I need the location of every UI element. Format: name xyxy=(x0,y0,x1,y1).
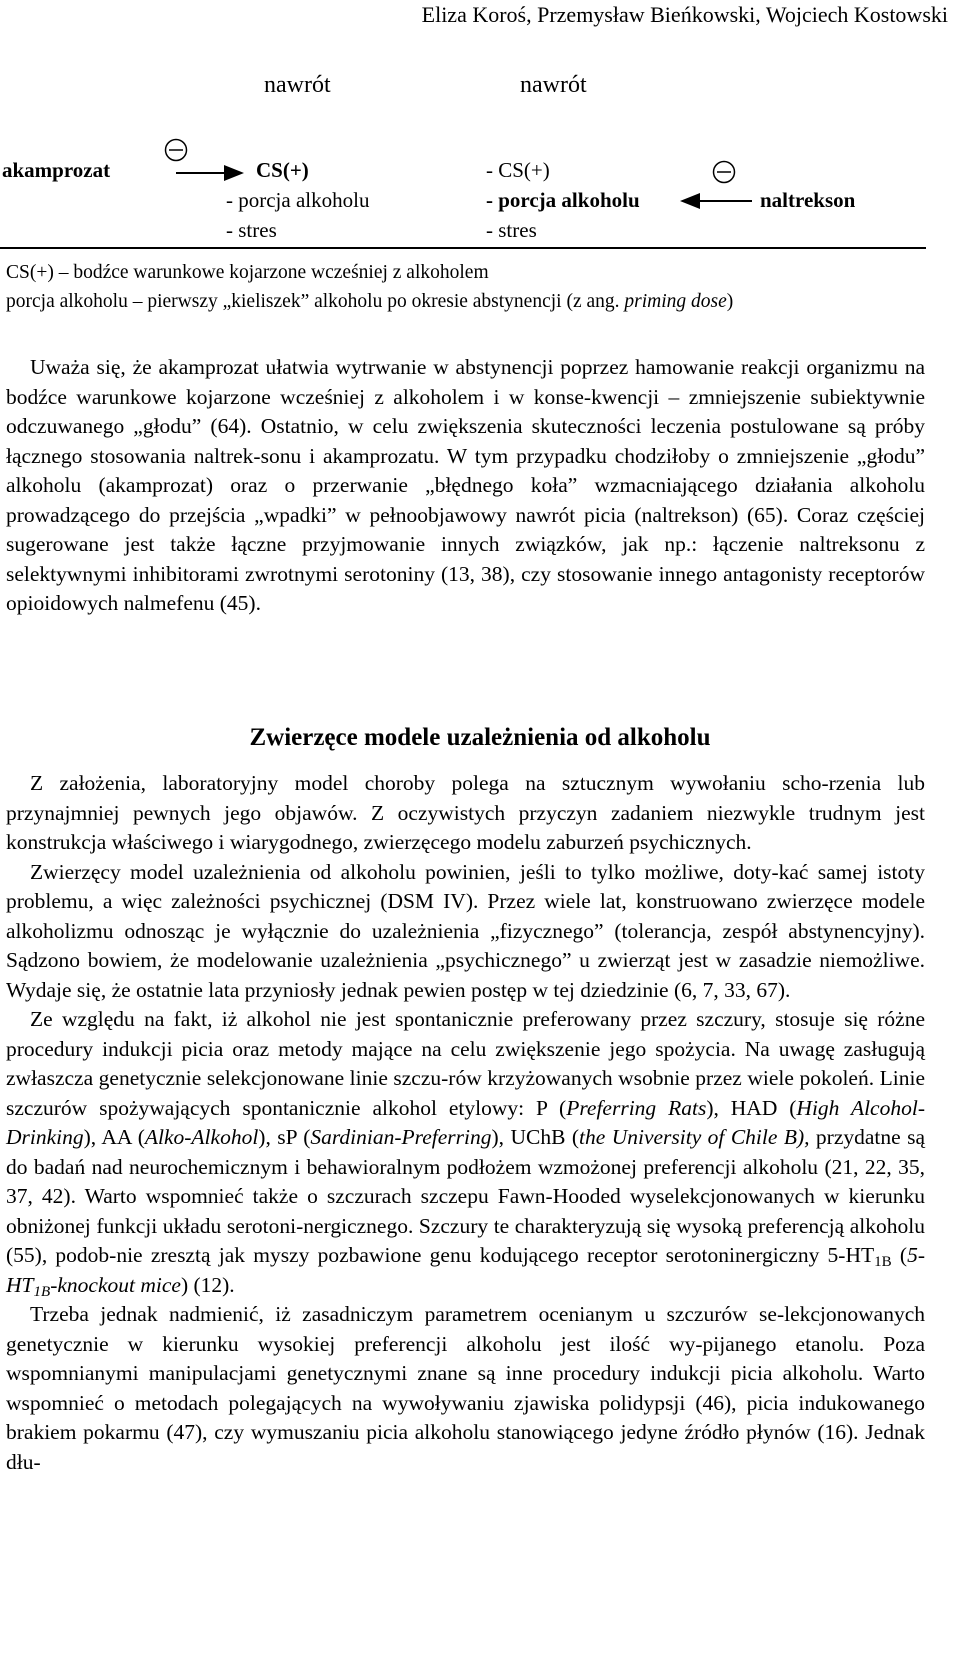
nawrot-left-label: nawrót xyxy=(264,72,331,98)
diagram-divider xyxy=(0,247,926,249)
legend-line-2: porcja alkoholu – pierwszy „kieliszek” alkoholu po okresie abstynencji (z ang. priming dose) xyxy=(6,291,734,312)
arrow-left-icon xyxy=(680,192,752,210)
right-col-item-0: - CS(+) xyxy=(486,158,550,182)
running-header-authors: Eliza Koroś, Przemysław Bieńkowski, Wojciech Kostowski xyxy=(421,2,948,27)
drug-naltrekson: naltrekson xyxy=(760,188,856,212)
drug-akamprozat: akamprozat xyxy=(2,158,111,182)
right-col-item-1: - porcja alkoholu xyxy=(486,188,640,212)
inhibition-icon-left xyxy=(164,138,188,162)
body-paragraph-2: Z założenia, laboratoryjny model choroby polega na sztucznym wywołaniu scho-rzenia lub przynajmniej pewnych jego objawów. Z oczywistych przyczyn zadaniem niezwykle trudnym jest konstrukcja właściwego i wiarygodnego, zwierzęcego modelu zaburzeń psychicznych. xyxy=(6,771,925,854)
left-col-item-0: CS(+) xyxy=(256,158,309,182)
body-section xyxy=(6,769,925,1477)
body-paragraph-1: Uważa się, że akamprozat ułatwia wytrwanie w abstynencji poprzez hamowanie reakcji organizmu na bodźce warunkowe kojarzone wcześniej z alkoholem i w konse-kwencji – zmniejszenie subiektywnie odczuwanego „głodu” (64). Ostatnio, w celu zwiększenia skuteczności leczenia postulowane są próby łącznego stosowania naltrek-sonu i akamprozatu. W tym przypadku chodziłoby o zmniejszenie „głodu” alkoholu (akamprozat) oraz o przerwanie „błędnego koła” wzmacniającego działania alkoholu prowadzącego do przejścia „wpadki” w pełnoobjawowy nawrót picia (naltrekson) (65). Coraz częściej sugerowane jest także łączne przyjmowanie innych związków, jak np.: łączenie naltreksonu z selektywnymi inhibitorami zwrotnymi serotoniny (13, 38), czy stosowanie innego antagonisty receptorów opioidowych nalmefenu (45). xyxy=(6,355,925,615)
inhibition-icon-right xyxy=(712,160,736,184)
nawrot-right-label: nawrót xyxy=(520,72,587,98)
left-col-item-1: - porcja alkoholu xyxy=(226,188,370,212)
right-col-item-2: - stres xyxy=(486,218,537,242)
body-paragraph-4: Ze względu na fakt, iż alkohol nie jest spontanicznie preferowany przez szczury, stosuje się różne procedury indukcji picia oraz metody mające na celu zwiększenie jego spożycia. Na uwagę zasługują zwłaszcza genetycznie selekcjonowane linie szczu-rów krzyżowanych wsobnie przez wiele pokoleń. Linie szczurów spożywających spontanicznie alkohol etylowy: P (Preferring Rats), HAD (High Alcohol-Drinking), AA (Alko-Alkohol), sP (Sardinian-Preferring), UChB (the University of Chile B), przydatne są do badań nad neurochemicznym i behawioralnym podłożem wzmożonej preferencji alkoholu (21, 22, 35, 37, 42). Warto wspomnieć także o szczurach szczepu Fawn-Hooded wyselekcjonowanych w kierunku obniżonej funkcji układu serotoni-nergicznego. Szczury te charakteryzują się wysoką preferencją alkoholu (55), podob-nie zresztą jak myszy pozbawione genu kodującego receptor serotoninergiczny $5-HT_{1B}$ ($5-HT_{1B}$-knockout mice) (12). xyxy=(6,1007,926,1300)
arrow-right-icon xyxy=(176,164,244,182)
legend-line-1: CS(+) – bodźce warunkowe kojarzone wcześniej z alkoholem xyxy=(6,262,489,283)
left-col-item-2: - stres xyxy=(226,218,277,242)
body-paragraph-5: Trzeba jednak nadmienić, iż zasadniczym parametrem ocenianym u szczurów se-lekcjonowanych genetycznie w kierunku wysokiej preferencji alkoholu jest ilość wy-pijanego etanolu. Poza wspomnianymi manipulacjami genetycznymi znane są inne procedury indukcji picia alkoholu. Warto wspomnieć o metodach polegających na wywoływaniu zjawiska polidypsji (46), picia indukowanego brakiem pokarmu (47), czy wymuszaniu picia alkoholu stanowiącego jedyne źródło płynów (16). Jednak dłu- xyxy=(6,1302,925,1474)
section-heading: Zwierzęce modele uzależnienia od alkoholu xyxy=(249,724,711,751)
body-paragraph-3: Zwierzęcy model uzależnienia od alkoholu powinien, jeśli to tylko możliwe, doty-kać samej istoty problemu, a więc zależności psychicznej (DSM IV). Przez wiele lat, konstruowano zwierzęce modele alkoholizmu odnosząc je wyłącznie do uzależnienia „fizycznego” (tolerancja, zespół abstynencyjny). Sądzono bowiem, że modelowanie uzależnienia „psychicznego” u zwierząt jest w zasadzie niemożliwe. Wydaje się, że ostatnie lata przyniosły jednak pewien postęp w tej dziedzinie (6, 7, 33, 67). xyxy=(6,859,925,1002)
